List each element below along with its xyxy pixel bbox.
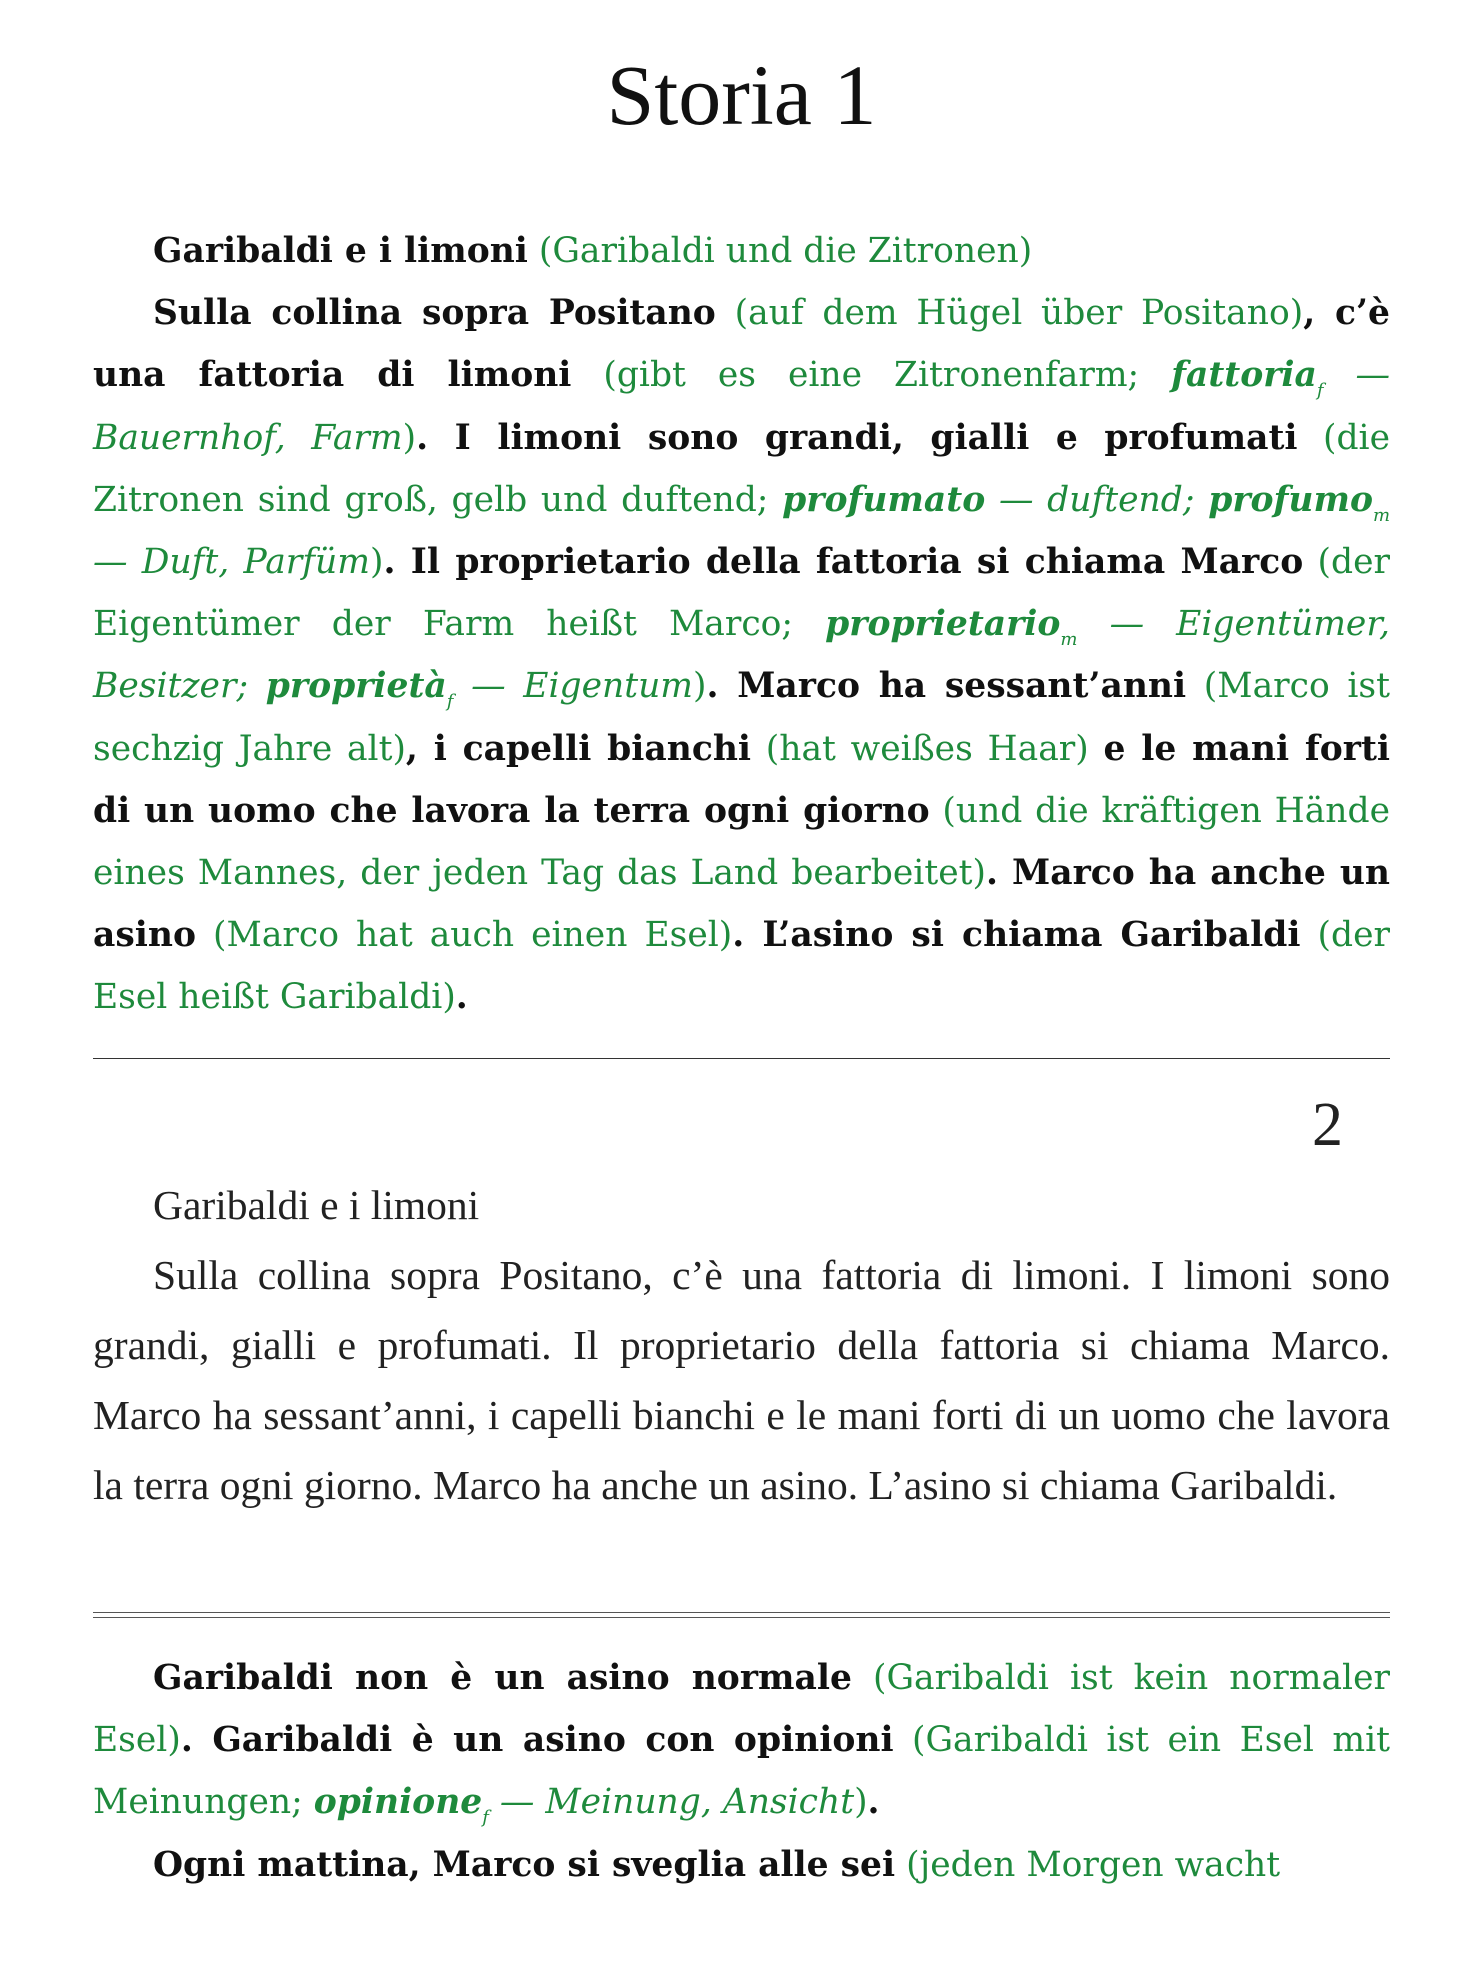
italian-text: . I limoni sono grandi, gialli e profumati [416,417,1298,458]
vocab-definition: — Bauernhof, Farm [93,355,1391,458]
vocab-definition: — duftend; [998,479,1195,520]
italian-text: . Il proprietario della fattoria si chiama Marco [383,542,1304,583]
italian-text: , i capelli bianchi [405,728,752,769]
german-translation: (gibt es eine Zitronenfarm; fattoria$_f$ — Bauernhof, Farm) [93,355,1391,458]
vocab-definition: — Eigentum [471,666,694,707]
german-translation: (die Zitronen sind groß, gelb und duftend; profumato — duftend; profumo$_m$ — Duft, Parfüm) [93,417,1391,583]
page-number: 2 [1312,1091,1343,1159]
annotated-heading [93,220,1390,282]
italian-text: Ogni mattina, Marco si sveglia alle sei [153,1844,896,1885]
german-translation: (der Eigentümer der Farm heißt Marco; proprietario$_m$ — Eigentümer, Besitzer; proprietà$_f$ — Eigentum) [93,542,1391,713]
italian-text: . Marco ha anche un asino [93,853,1391,956]
german-translation: (auf dem Hügel über Positano) [734,293,1304,334]
gender-marker: f [1316,380,1324,402]
italian-text: Garibaldi e i limoni [153,231,528,271]
annotated-text-section [93,220,1390,1029]
italian-text: . Marco ha sessant’anni [706,666,1187,707]
italian-text: e le mani forti di un uomo che lavora la terra ogni giorno [93,728,1390,831]
german-translation: (hat weißes Haar) [765,728,1089,769]
italian-text: . L’asino si chiama Garibaldi [732,915,1301,956]
german-translation: (jeden Morgen wacht [906,1844,1281,1885]
german-translation: (Marco ist sechzig Jahre alt) [93,666,1391,769]
german-translation: (der Esel heißt Garibaldi) [93,915,1391,1018]
section-divider [93,1058,1390,1059]
german-translation: (Garibaldi ist ein Esel mit Meinungen; opinione$_f$ — Meinung, Ansicht) [93,1720,1390,1829]
plain-paragraph: Sulla collina sopra Positano, c’è una fattoria di limoni. I limoni sono grandi, gialli e profumati. Il proprietario della fattoria si chiama Marco. Marco ha sessant’anni, i capelli bianchi e le mani forti di un uomo che lavora la terra ogni giorno. Marco ha anche un asino. L’asino si chiama Garibaldi. [93,1252,1390,1508]
double-divider [93,1612,1390,1618]
gender-marker: f [482,1807,489,1829]
gender-marker: m [1060,629,1078,651]
italian-text: . Garibaldi è un asino con opinioni [180,1720,894,1761]
vocab-word: profumato [782,479,986,520]
italian-text: , c’è una fattoria di limoni [93,293,1390,396]
annotated-text-section [93,1647,1390,1896]
plain-heading: Garibaldi e i limoni [153,1182,480,1228]
chapter-title: Storia 1 [606,47,877,143]
annotated-paragraph: Garibaldi non è un asino normale (Garibaldi ist kein normaler Esel). Garibaldi è un asino con opinioni (Garibaldi ist ein Esel mit Meinungen; opinione$_f$ — Meinung, Ansicht). [93,1658,1390,1829]
vocab-definition: — Duft, Parfüm [93,542,370,583]
vocab-word: profumo [1208,479,1373,520]
gender-marker: m [1372,504,1391,526]
german-translation: (Marco hat auch einen Esel) [213,915,733,956]
vocab-definition: — Eigentümer, Besitzer; [93,604,1391,707]
gender-marker: f [446,691,454,713]
annotated-paragraph [93,1834,1390,1896]
plain-text-section [93,1170,1390,1520]
vocab-word: fattoria [1171,355,1317,396]
italian-text: Sulla collina sopra Positano [153,293,716,334]
german-translation: (Garibaldi und die Zitronen) [538,231,1033,271]
vocab-definition: — Meinung, Ansicht [499,1782,855,1823]
italian-text: Garibaldi non è un asino normale [153,1658,852,1698]
annotated-paragraph: Sulla collina sopra Positano (auf dem Hügel über Positano), c’è una fattoria di limoni (gibt es eine Zitronenfarm; fattoria$_f$ — Bauernhof, Farm). I limoni sono grandi, gialli e profumati (die Zitronen sind groß, gelb und duftend; profumato — duftend; profumo$_m$ — Duft, Parfüm). Il proprietario della fattoria si chiama Marco (der Eigentümer der Farm heißt Marco; proprietario$_m$ — Eigentümer, Besitzer; proprietà$_f$ — Eigentum). Marco ha sessant’anni (Marco ist sechzig Jahre alt), i capelli bianchi (hat weißes Haar) e le mani forti di un uomo che lavora la terra ogni giorno (und die kräftigen Hände eines Mannes, der jeden Tag das Land bearbeitet). Marco ha anche un asino (Marco hat auch einen Esel). L’asino si chiama Garibaldi (der Esel heißt Garibaldi). [93,293,1391,1018]
german-translation: (und die kräftigen Hände eines Mannes, der jeden Tag das Land bearbeitet) [93,790,1391,894]
vocab-word: opinione [313,1782,483,1823]
vocab-word: proprietario [825,604,1061,645]
german-translation: (Garibaldi ist kein normaler Esel) [93,1658,1390,1761]
vocab-word: proprietà [265,666,447,707]
